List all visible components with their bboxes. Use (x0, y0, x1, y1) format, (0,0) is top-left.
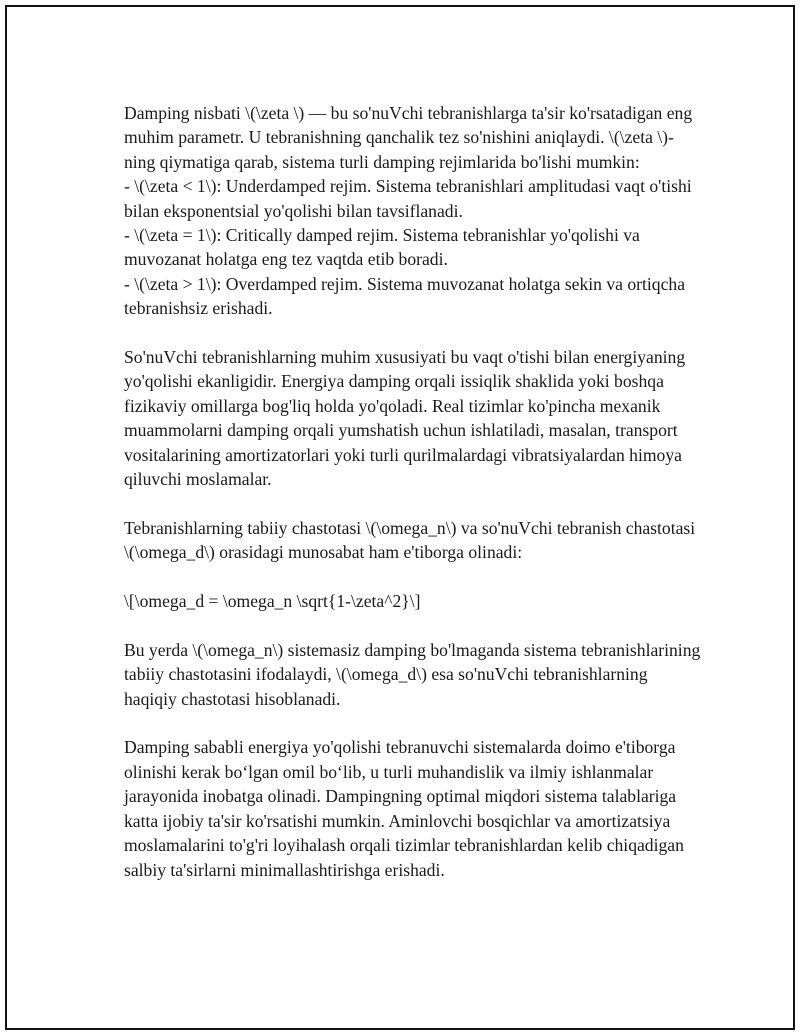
paragraph-frequency-relation: Tebranishlarning tabiiy chastotasi \(\omega_n\) va so'nuVchi tebranish chastotasi \(\omega_d\) orasidagi munosabat ham e'tiborga olinadi: (124, 517, 696, 563)
paragraph-definitions: Bu yerda \(\omega_n\) sistemasiz damping bo'lmaganda sistema tebranishlarining tabiiy chastotasini ifodalaydi, \(\omega_d\) esa so'nuVchi tebranishlarning haqiqiy chastotasi hisoblanadi. (124, 639, 701, 709)
paragraph-damping-ratio: Damping nisbati \(\zeta \) — bu so'nuVchi tebranishlarga ta'sir ko'rsatadigan eng muhim parametr. U tebranishning qanchalik tez so'nishini aniqlaydi. \(\zeta \)-ning qiymatiga qarab, sistema turli damping rejimlarida bo'lishi mumkin: - \(\zeta < 1\): Underdamped rejim. Sistema tebranishlari amplitudasi vaqt o'tishi bilan eksponentsial yo'qolishi bilan tavsiflanadi. - \(\zeta = 1\): Critically damped rejim. Sistema tebranishlar yo'qolishi va muvozanat holatga eng tez vaqtda etib boradi. - \(\zeta > 1\): Overdamped rejim. Sistema muvozanat holatga sekin va ortiqcha tebranishsiz erishadi. (124, 103, 693, 319)
equation-damped-frequency: \[\omega_d = \omega_n \sqrt{1-\zeta^2}\] (124, 591, 421, 612)
page-frame (5, 5, 795, 1030)
document-body (124, 101, 704, 882)
paragraph-energy-loss: So'nuVchi tebranishlarning muhim xususiyati bu vaqt o'tishi bilan energiyaning yo'qolishi ekanligidir. Energiya damping orqali issiqlik shaklida yoki boshqa fizikaviy omillarga bog'liq holda yo'qoladi. Real tizimlar ko'pincha mexanik muammolarni damping orqali yumshatish uchun ishlatiladi, masalan, transport vositalarining amortizatorlari yoki turli qurilmalardagi vibratsiyalardan himoya qiluvchi moslamalar. (124, 347, 686, 490)
paragraph-conclusion: Damping sababli energiya yo'qolishi tebranuvchi sistemalarda doimo e'tiborga olinishi kerak bo‘lgan omil bo‘lib, u turli muhandislik va ilmiy ishlanmalar jarayonida inobatga olinadi. Dampingning optimal miqdori sistema talablariga katta ijobiy ta'sir ko'rsatishi mumkin. Aminlovchi bosqichlar va amortizatsiya moslamalarini to'g'ri loyihalash orqali tizimlar tebranishlardan kelib chiqadigan salbiy ta'sirlarni minimallashtirishga erishadi. (124, 737, 684, 880)
